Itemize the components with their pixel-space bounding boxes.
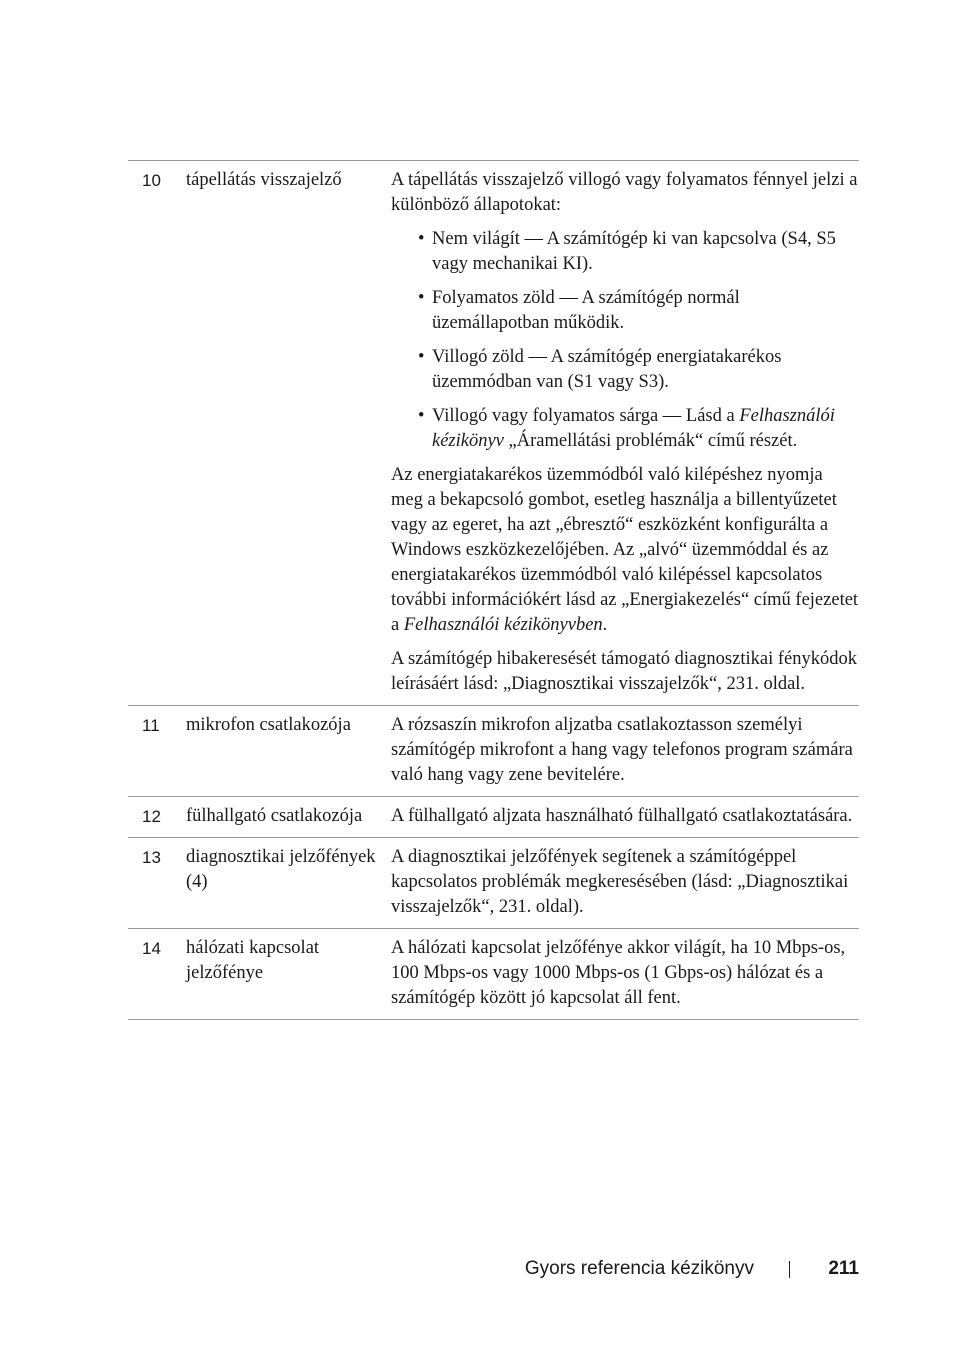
manual-reference: Felhasználói kézikönyvben — [403, 615, 603, 635]
paragraph-text: Az energiatakarékos üzemmódból való kilépéshez nyomja meg a bekapcsoló gombot, esetleg használja a billentyűzetet vagy az egeret, ha azt „ébresztő“ eszközként konfigurálta a Windows eszközkezelőjében. Az „alvó“ üzemmóddal és az energiatakarékos üzemmódból való kilépéssel kapcsolatos további információkért lásd az „Energiakezelés“ című fejezetet a — [391, 465, 859, 635]
item-description: A hálózati kapcsolat jelzőfénye akkor világít, ha 10 Mbps-os, 100 Mbps-os vagy 1000 Mbps-os (1 Gbps-os) hálózat és a számítógép között jó kapcsolat áll fent. — [391, 938, 846, 1008]
item-number: 13 — [142, 848, 161, 867]
table-row — [128, 838, 859, 929]
item-name: mikrofon csatlakozója — [186, 715, 351, 735]
item-description: A fülhallgató aljzata használható fülhallgató csatlakoztatására. — [391, 806, 853, 826]
status-list — [391, 227, 859, 454]
item-name: diagnosztikai jelzőfények (4) — [186, 847, 376, 892]
list-item-text: Nem világít — A számítógép ki van kapcsolva (S4, S5 vagy mechanikai KI). — [432, 229, 836, 274]
item-description: A diagnosztikai jelzőfények segítenek a számítógéppel kapcsolatos problémák megkeresésében (lásd: „Diagnosztikai visszajelzők“, 231. oldal). — [391, 847, 849, 917]
bullet-icon: • — [418, 229, 425, 249]
item-number: 12 — [142, 807, 161, 826]
bullet-icon: • — [418, 406, 425, 426]
list-item-text: Folyamatos zöld — A számítógép normál üzemállapotban működik. — [432, 288, 740, 333]
list-item — [391, 227, 859, 277]
item-name: hálózati kapcsolat jelzőfénye — [186, 938, 320, 983]
description-paragraph: A tápellátás visszajelző villogó vagy folyamatos fénnyel jelzi a különböző állapotokat: — [391, 170, 858, 215]
manual-reference: Felhasználói kézikönyv — [432, 406, 835, 451]
bullet-icon: • — [418, 288, 425, 308]
page-number: 211 — [828, 1258, 859, 1279]
list-item-text: „Áramellátási problémák“ című részét. — [503, 431, 798, 451]
footer-divider — [789, 1261, 790, 1278]
paragraph-end: . — [602, 615, 608, 635]
item-number: 14 — [142, 939, 161, 958]
item-description — [391, 168, 859, 697]
description-paragraph: A számítógép hibakeresését támogató diagnosztikai fénykódok leírásáért lásd: „Diagnosztikai visszajelzők“, 231. oldal. — [391, 649, 857, 694]
page-footer — [0, 1256, 954, 1282]
bullet-icon: • — [418, 347, 425, 367]
item-description: A rózsaszín mikrofon aljzatba csatlakoztasson személyi számítógép mikrofont a hang vagy telefonos program számára való hang vagy zene bevitelére. — [391, 715, 853, 785]
table-row — [128, 929, 859, 1020]
list-item-text: Villogó vagy folyamatos sárga — Lásd a — [432, 406, 740, 426]
list-item — [391, 404, 859, 454]
item-number: 10 — [142, 171, 161, 190]
description-paragraph — [391, 463, 859, 638]
item-name: tápellátás visszajelző — [186, 170, 342, 190]
list-item-text: Villogó zöld — A számítógép energiatakarékos üzemmódban van (S1 vagy S3). — [432, 347, 782, 392]
footer-title: Gyors referencia kézikönyv — [524, 1258, 754, 1279]
item-name: fülhallgató csatlakozója — [186, 806, 363, 826]
component-table — [128, 160, 859, 1020]
item-number: 11 — [142, 716, 160, 735]
list-item — [391, 286, 859, 336]
table-row — [128, 706, 859, 797]
table-row — [128, 161, 859, 706]
table-row — [128, 797, 859, 838]
list-item — [391, 345, 859, 395]
